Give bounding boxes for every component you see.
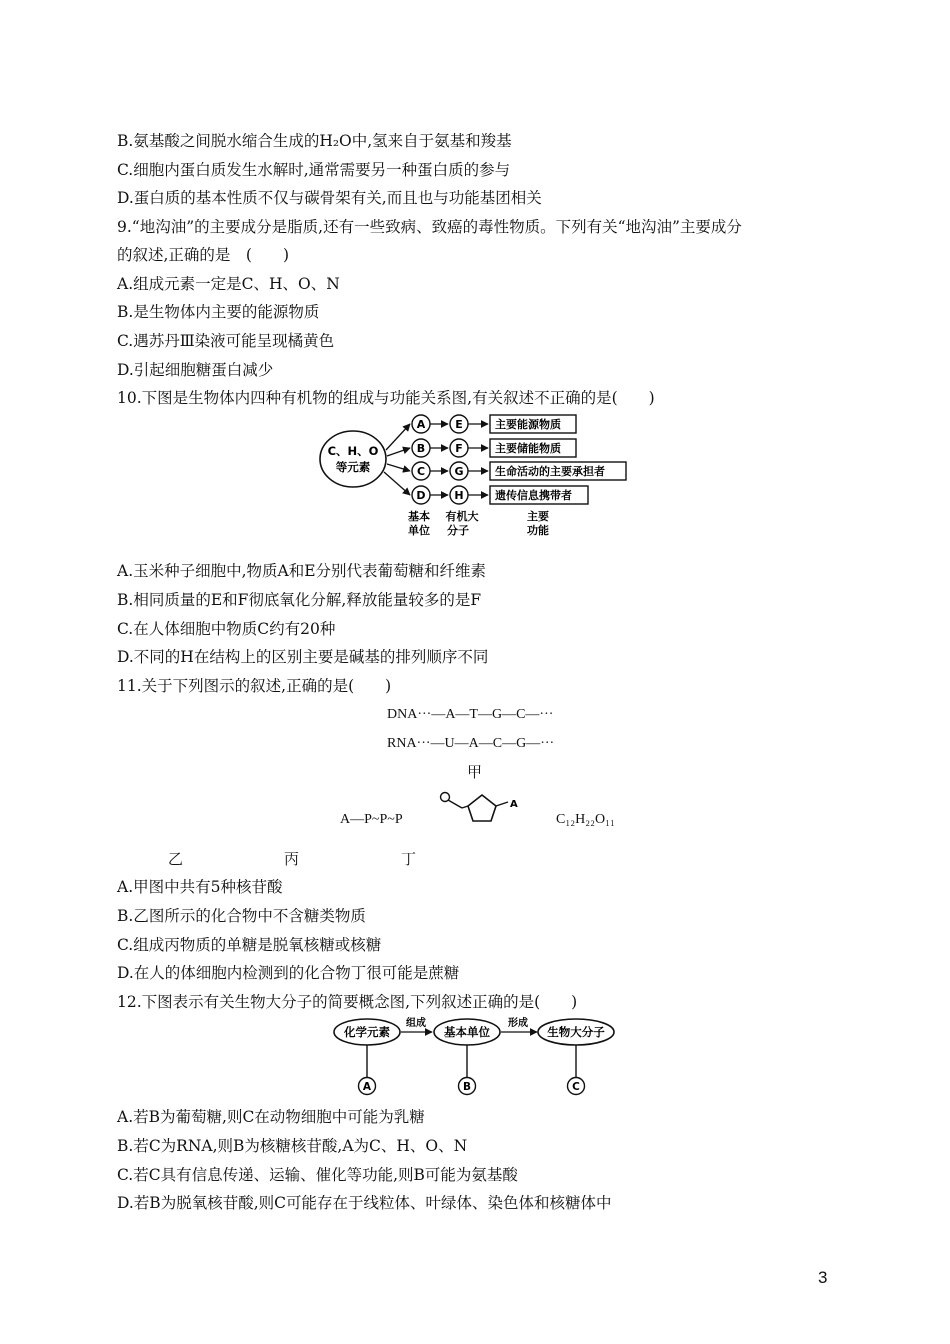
macro-label-e: E xyxy=(455,418,463,431)
node-elements-label: 化学元素 xyxy=(344,1025,390,1039)
node-units-label: 基本单位 xyxy=(444,1025,490,1039)
q12-option-a: A.若B为葡萄糖,则C在动物细胞中可能为乳糖 xyxy=(117,1108,425,1126)
q10-stem: 10.下图是生物体内四种有机物的组成与功能关系图,有关叙述不正确的是( ) xyxy=(117,389,655,407)
edge-compose-label: 组成 xyxy=(406,1018,426,1029)
q8-option-b: B.氨基酸之间脱水缩合生成的H₂O中,氢来自于氨基和羧基 xyxy=(117,132,512,150)
caption-macro-2: 分子 xyxy=(447,524,469,537)
circle-b-label: B xyxy=(462,1081,472,1093)
q12-option-b: B.若C为RNA,则B为核糖核苷酸,A为C、H、O、N xyxy=(117,1137,468,1155)
caption-function-1: 主要 xyxy=(527,510,549,523)
q10-option-b: B.相同质量的E和F彻底氧化分解,释放能量较多的是F xyxy=(117,591,482,609)
edge-form-label: 形成 xyxy=(508,1018,528,1029)
element-label-1: C、H、O xyxy=(327,444,379,458)
pentose-ring xyxy=(468,795,496,821)
macro-label-g: G xyxy=(454,465,464,478)
q10-diagram xyxy=(318,410,638,540)
figure-label-jia: 甲 xyxy=(467,763,483,781)
figure-label-bing: 丙 xyxy=(284,850,300,868)
q8-option-d: D.蛋白质的基本性质不仅与碳骨架有关,而且也与功能基团相关 xyxy=(117,189,542,207)
q11-option-d: D.在人的体细胞内检测到的化合物丁很可能是蔗糖 xyxy=(117,964,460,982)
unit-label-d: D xyxy=(416,489,426,502)
page-number: 3 xyxy=(818,1268,828,1287)
function-label-1: 主要能源物质 xyxy=(495,418,561,431)
caption-function-2: 功能 xyxy=(527,524,549,537)
caption-unit-1: 基本 xyxy=(408,510,430,523)
q11-option-b: B.乙图所示的化合物中不含糖类物质 xyxy=(117,907,366,925)
circle-c-label: C xyxy=(572,1081,580,1093)
q9-option-c: C.遇苏丹Ⅲ染液可能呈现橘黄色 xyxy=(117,332,335,350)
q9-option-b: B.是生物体内主要的能源物质 xyxy=(117,303,320,321)
q10-option-c: C.在人体细胞中物质C约有20种 xyxy=(117,620,336,638)
q12-option-d: D.若B为脱氧核苷酸,则C可能存在于线粒体、叶绿体、染色体和核糖体中 xyxy=(117,1194,612,1212)
caption-unit-2: 单位 xyxy=(408,524,430,537)
unit-label-b: B xyxy=(416,442,426,455)
element-ellipse xyxy=(320,431,386,487)
chemical-formula: C₁₂H₂₂O₁₁ xyxy=(556,812,615,827)
figure-label-ding: 丁 xyxy=(401,850,417,868)
macro-label-h: H xyxy=(454,489,464,502)
figure-label-yi: 乙 xyxy=(168,850,184,868)
caption-macro-1: 有机大 xyxy=(445,510,479,523)
dna-strand: DNA···—A—T—G—C—··· xyxy=(387,707,554,722)
function-label-3: 生命活动的主要承担者 xyxy=(495,465,605,478)
circle-a-label: A xyxy=(362,1081,372,1093)
element-label-2: 等元素 xyxy=(335,460,371,474)
q12-option-c: C.若C具有信息传递、运输、催化等功能,则B可能为氨基酸 xyxy=(117,1166,518,1184)
function-label-2: 主要储能物质 xyxy=(495,442,561,455)
rna-strand: RNA···—U—A—C—G—··· xyxy=(387,736,555,751)
q9-option-a: A.组成元素一定是C、H、O、N xyxy=(117,275,340,293)
q12-concept-map xyxy=(332,1014,622,1100)
macro-label-f: F xyxy=(455,442,463,455)
nucleotide-diagram xyxy=(438,785,528,835)
q9-stem-line1: 9.“地沟油”的主要成分是脂质,还有一些致病、致癌的毒性物质。下列有关“地沟油”主要成分 xyxy=(117,218,742,236)
q9-option-d: D.引起细胞糖蛋白减少 xyxy=(117,361,274,379)
unit-label-a: A xyxy=(416,418,426,431)
q11-option-c: C.组成丙物质的单糖是脱氧核糖或核糖 xyxy=(117,936,382,954)
node-macromolecule-label: 生物大分子 xyxy=(547,1025,605,1039)
unit-label-c: C xyxy=(416,465,426,478)
base-label: A xyxy=(510,799,518,810)
q12-stem: 12.下图表示有关生物大分子的简要概念图,下列叙述正确的是( ) xyxy=(117,993,578,1011)
q10-option-d: D.不同的H在结构上的区别主要是碱基的排列顺序不同 xyxy=(117,648,489,666)
q8-option-c: C.细胞内蛋白质发生水解时,通常需要另一种蛋白质的参与 xyxy=(117,161,511,179)
q11-stem: 11.关于下列图示的叙述,正确的是( ) xyxy=(117,677,392,695)
q9-stem-line2: 的叙述,正确的是 ( ) xyxy=(117,246,290,264)
atp-structure: A—P~P~P xyxy=(340,812,403,827)
q10-option-a: A.玉米种子细胞中,物质A和E分别代表葡萄糖和纤维素 xyxy=(117,562,487,580)
function-label-4: 遗传信息携带者 xyxy=(495,489,572,502)
q11-option-a: A.甲图中共有5种核苷酸 xyxy=(117,878,283,896)
